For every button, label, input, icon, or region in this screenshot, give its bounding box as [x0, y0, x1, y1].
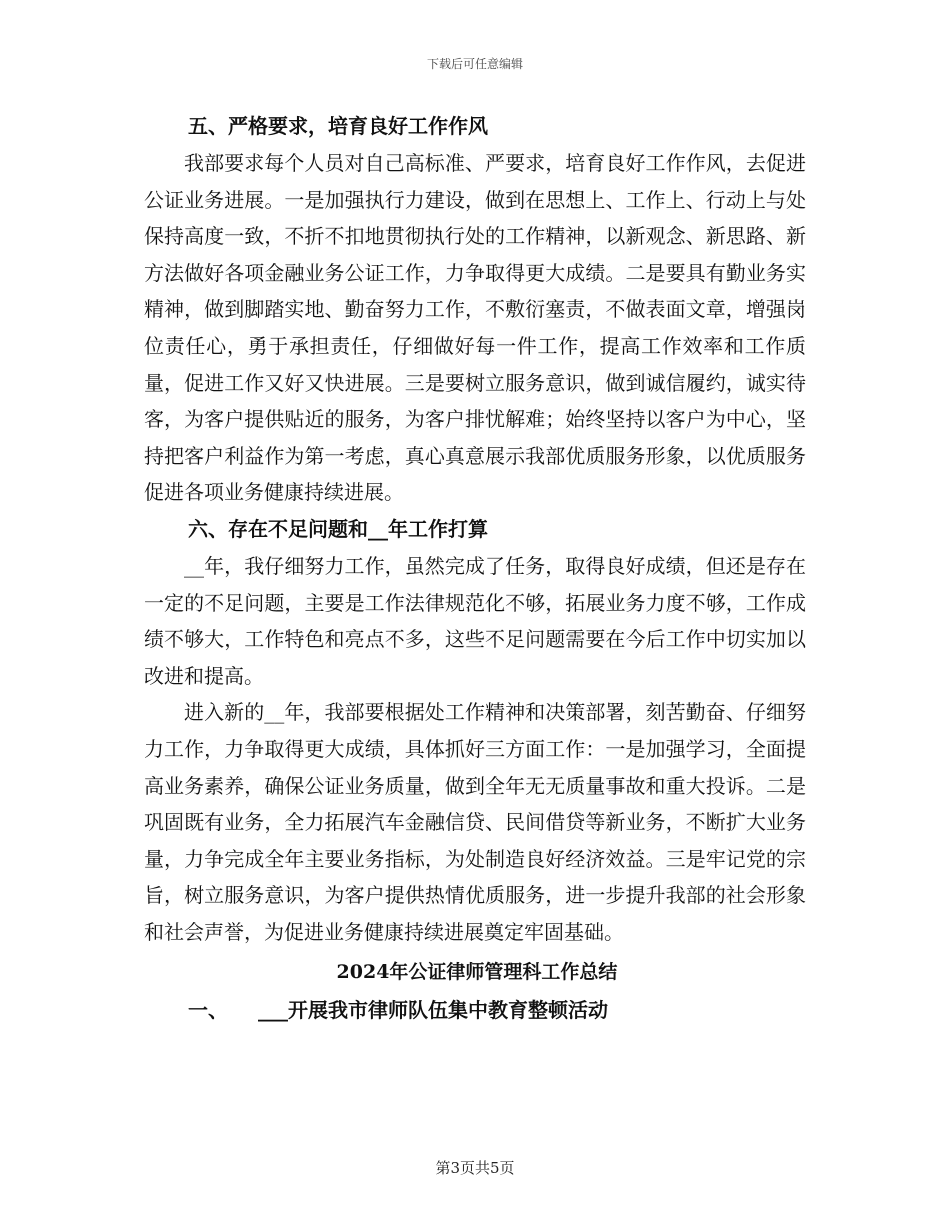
section-6-paragraph-1: __年，我仔细努力工作，虽然完成了任务，取得良好成绩，但还是存在一定的不足问题，主要是工作法律规范化不够，拓展业务力度不够，工作成绩不够大，工作特色和亮点不多，这些不足问题需要在今后工作中切实加以改进和提高。 [144, 553, 806, 688]
document-title: 2024年公证律师管理科工作总结 [336, 961, 618, 984]
document-body [144, 108, 806, 1028]
sub-heading-1 [144, 992, 806, 1028]
section-heading-5: 五、严格要求，培育良好工作作风 [188, 114, 488, 138]
page-footer: 第3页共5页 [435, 1159, 515, 1177]
sub-heading-number: 一、 [188, 998, 228, 1023]
sub-heading-text: ___开展我市律师队伍集中教育整顿活动 [258, 998, 608, 1023]
section-5-paragraph: 我部要求每个人员对自己高标准、严要求，培育良好工作作风，去促进公证业务进展。一是加强执行力建设，做到在思想上、工作上、行动上与处保持高度一致，不折不扣地贯彻执行处的工作精神，以新观念、新思路、新方法做好各项金融业务公证工作，力争取得更大成绩。二是要具有勤业务实精神，做到脚踏实地、勤奋努力工作，不敷衍塞责，不做表面文章，增强岗位责任心，勇于承担责任，仔细做好每一件工作，提高工作效率和工作质量，促进工作又好又快进展。三是要树立服务意识，做到诚信履约，诚实待客，为客户提供贴近的服务，为客户排忧解难；始终坚持以客户为中心，坚持把客户利益作为第一考虑，真心真意展示我部优质服务形象，以优质服务促进各项业务健康持续进展。 [144, 151, 806, 505]
section-6-paragraph-2: 进入新的__年，我部要根据处工作精神和决策部署，刻苦勤奋、仔细努力工作，力争取得更大成绩，具体抓好三方面工作：一是加强学习，全面提高业务素养，确保公证业务质量，做到全年无无质量事故和重大投诉。二是巩固既有业务，全力拓展汽车金融信贷、民间借贷等新业务，不断扩大业务量，力争完成全年主要业务指标，为处制造良好经济效益。三是牢记党的宗旨，树立服务意识，为客户提供热情优质服务，进一步提升我部的社会形象和社会声誉，为促进业务健康持续进展奠定牢固基础。 [144, 700, 806, 944]
page-header-note: 下载后可任意编辑 [426, 57, 523, 71]
section-heading-6: 六、存在不足问题和__年工作打算 [188, 516, 488, 541]
